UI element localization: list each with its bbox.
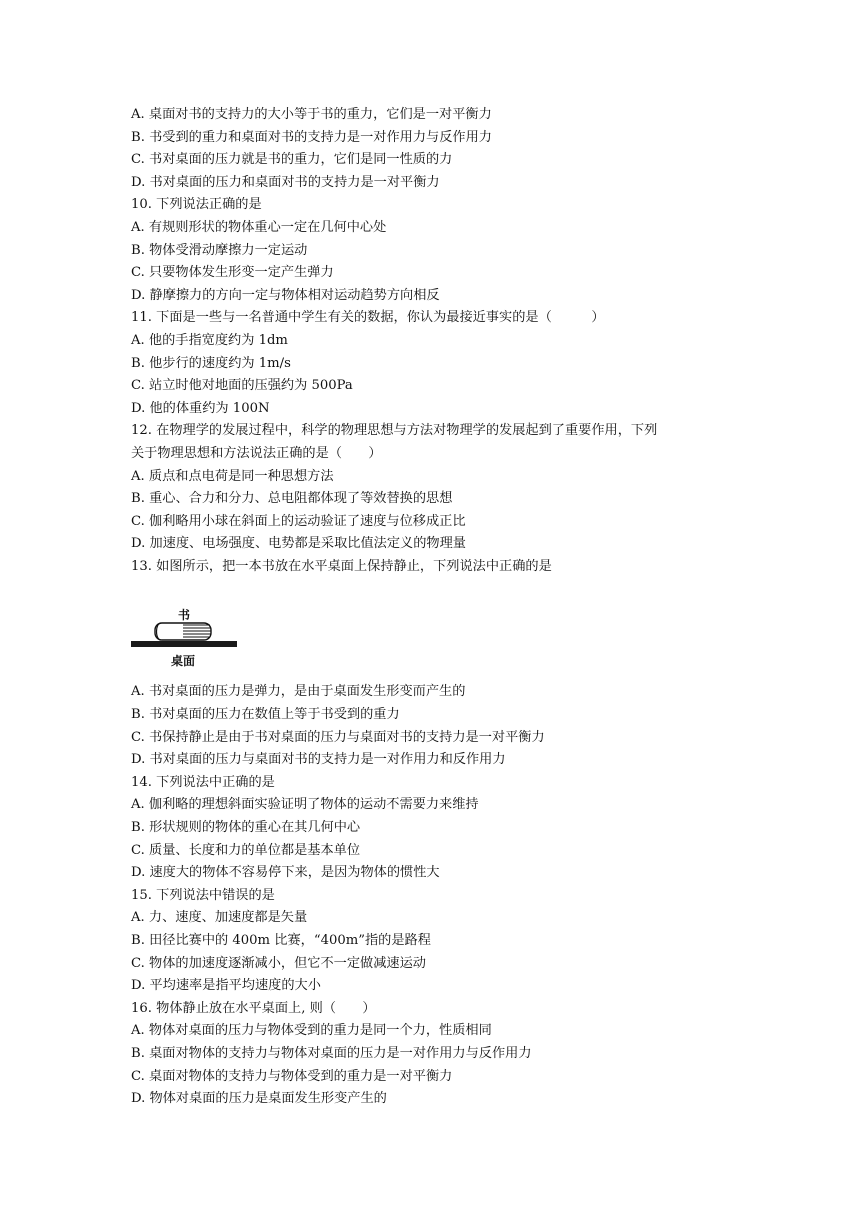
question-stem: 14. 下列说法中正确的是: [131, 774, 275, 790]
answer-option: B. 他步行的速度约为 1m/s: [131, 355, 291, 371]
answer-option: A. 伽利略的理想斜面实验证明了物体的运动不需要力来维持: [131, 797, 479, 813]
answer-option: A. 桌面对书的支持力的大小等于书的重力，它们是一对平衡力: [131, 107, 492, 122]
answer-option: C. 只要物体发生形变一定产生弹力: [131, 265, 334, 281]
answer-option: A. 有规则形状的物体重心一定在几何中心处: [131, 219, 387, 235]
answer-option: C. 书保持静止是由于书对桌面的压力与桌面对书的支持力是一对平衡力: [131, 729, 545, 745]
answer-option: D. 书对桌面的压力与桌面对书的支持力是一对作用力和反作用力: [131, 752, 506, 768]
answer-option: D. 书对桌面的压力和桌面对书的支持力是一对平衡力: [131, 174, 440, 190]
answer-option: C. 伽利略用小球在斜面上的运动验证了速度与位移成正比: [131, 513, 466, 529]
answer-option: D. 平均速率是指平均速度的大小: [131, 978, 321, 994]
answer-option: B. 书受到的重力和桌面对书的支持力是一对作用力与反作用力: [131, 129, 492, 145]
answer-option: B. 桌面对物体的支持力与物体对桌面的压力是一对作用力与反作用力: [131, 1045, 532, 1061]
answer-option: A. 书对桌面的压力是弹力，是由于桌面发生形变而产生的: [131, 684, 466, 700]
question-stem: 10. 下列说法正确的是: [131, 197, 262, 213]
answer-option: B. 重心、合力和分力、总电阻都体现了等效替换的思想: [131, 491, 453, 507]
answer-option: B. 物体受滑动摩擦力一定运动: [131, 242, 308, 258]
answer-option: C. 物体的加速度逐渐减小，但它不一定做减速运动: [131, 955, 426, 971]
figure-desk-label: 桌面: [171, 654, 196, 669]
question-stem: 16. 物体静止放在水平桌面上, 则（ ）: [131, 1000, 376, 1016]
figure-book-label: 书: [178, 608, 191, 623]
answer-option: B. 形状规则的物体的重心在其几何中心: [131, 820, 361, 836]
book-on-desk-illustration: [131, 622, 251, 652]
question-stem: 15. 下列说法中错误的是: [131, 887, 275, 903]
answer-option: A. 质点和点电荷是同一种思想方法: [131, 468, 334, 484]
question-stem: 11. 下面是一些与一名普通中学生有关的数据，你认为最接近事实的是（ ）: [131, 310, 605, 326]
book-shape: [155, 623, 211, 640]
answer-option: D. 静摩擦力的方向一定与物体相对运动趋势方向相反: [131, 287, 440, 303]
answer-option: C. 书对桌面的压力就是书的重力，它们是同一性质的力: [131, 152, 453, 168]
answer-option: D. 加速度、电场强度、电势都是采取比值法定义的物理量: [131, 536, 466, 552]
answer-option: D. 他的体重约为 100N: [131, 400, 270, 416]
question-stem-continued: 关于物理思想和方法说法正确的是（ ）: [131, 445, 382, 461]
answer-option: C. 质量、长度和力的单位都是基本单位: [131, 842, 361, 858]
question-content: [131, 104, 731, 1111]
answer-option: A. 物体对桌面的压力与物体受到的重力是同一个力，性质相同: [131, 1023, 492, 1039]
question-stem: 13. 如图所示，把一本书放在水平桌面上保持静止，下列说法中正确的是: [131, 558, 552, 574]
answer-option: C. 站立时他对地面的压强约为 500Pa: [131, 378, 353, 394]
answer-option: B. 田径比赛中的 400m 比赛，“400m”指的是路程: [131, 933, 431, 948]
answer-option: A. 力、速度、加速度都是矢量: [131, 910, 308, 926]
answer-option: D. 物体对桌面的压力是桌面发生形变产生的: [131, 1091, 387, 1107]
lines-after-figure: [131, 681, 731, 1110]
book-on-desk-figure: [131, 584, 731, 679]
answer-option: C. 桌面对物体的支持力与物体受到的重力是一对平衡力: [131, 1068, 453, 1084]
answer-option: D. 速度大的物体不容易停下来，是因为物体的惯性大: [131, 865, 440, 881]
answer-option: A. 他的手指宽度约为 1dm: [131, 332, 288, 348]
answer-option: B. 书对桌面的压力在数值上等于书受到的重力: [131, 707, 400, 723]
question-stem: 12. 在物理学的发展过程中，科学的物理思想与方法对物理学的发展起到了重要作用，下列: [131, 423, 658, 439]
desk-surface: [131, 641, 237, 647]
lines-before-figure: [131, 104, 731, 578]
